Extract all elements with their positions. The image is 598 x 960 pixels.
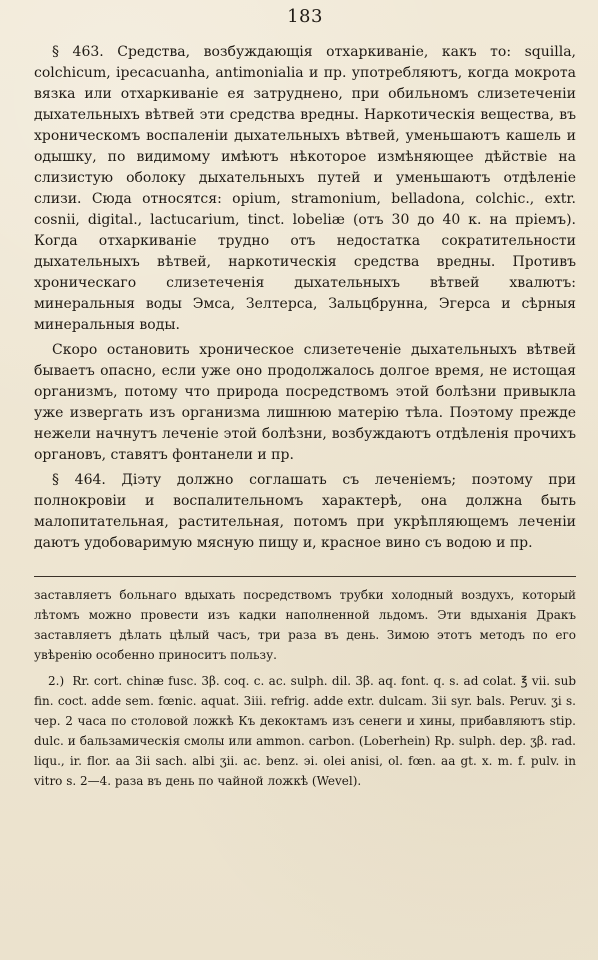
footnote-2 [34,671,576,791]
page-number: 183 [287,6,323,27]
footnote-continued [34,585,576,665]
body-paragraph-463: § 463. Средства, возбуждающія отхаркиваніе, какъ то: squilla, colchicum, ipecacuanha, antimonialia и пр. употребляютъ, когда мокрота вязка или отхаркиваніе ея затруднено, при обильномъ слизетеченіи дыхательныхъ вѣтвей эти средства вредны. Наркотическія вещества, въ хроническомъ воспаленіи дыхательныхъ вѣтвей, уменьшаютъ кашель и одышку, по видимому имѣютъ нѣкоторое измѣняющее дѣйствіе на слизистую оболоку дыхательныхъ путей и уменьшаютъ отдѣленіе слизи. Сюда относятся: opium, stramonium, belladona, colchic., extr. cosnii, digital., lactucarium, tinct. lobeliæ (отъ 30 до 40 к. на пріемъ). Когда отхаркиваніе трудно отъ недостатка сократительности дыхательныхъ вѣтвей, наркотическія средства вредны. Противъ хроническаго слизетеченія дыхательныхъ вѣтвей хвалютъ: минеральныя воды Эмса, Зелтерса, Зальцбрунна, Эгерса и сѣрныя минеральныя воды. [34,44,576,333]
footnote-text: Rr. cort. chinæ fusc. 3β. coq. c. ac. sulph. dil. 3β. aq. font. q. s. ad colat. ℥ vii. sub fin. coct. adde sem. fœnic. aquat. 3iii. refrig. adde extr. dulcam. 3ii syr. bals. Peruv. ʒi s. чер. 2 часа по столовой ложкѣ Къ декоктамъ изъ сенеги и хины, прибавляютъ stip. dulc. и бальзамическія смолы или ammon. carbon. (Loberhein) Rp. sulph. dep. ʒβ. rad. liqu., ir. flor. aa 3ii sach. albi ʒii. ac. benz. ϶i. olei anisi, ol. fœn. aa gt. x. m. f. pulv. in vitro s. 2—4. раза въ день по чайной ложкѣ (Wevel). [34,674,576,788]
footnote-divider [34,576,576,577]
body-paragraph-464: § 464. Діэту должно соглашать съ леченіемъ; поэтому при полнокровіи и воспалительномъ характерѣ, она должна быть малопитательная, растительная, потомъ при укрѣпляющемъ леченіи даютъ удобоваримую мясную пищу и, красное вино съ водою и пр. [34,472,576,551]
footnotes [34,585,576,791]
footnote-text: заставляетъ больнаго вдыхать посредствомъ трубки холодный воздухъ, который лѣтомъ можно провести изъ кадки наполненной льдомъ. Эти вдыханія Дракъ заставляетъ дѣлать цѣлый часъ, три раза въ день. Зимою этотъ методъ по его увѣренію особенно приноситъ пользу. [34,588,576,662]
body-paragraph-continuation: Скоро остановить хроническое слизетеченіе дыхательныхъ вѣтвей бываетъ опасно, если уже оно продолжалось долгое время, не истощая организмъ, потому что природа посредствомъ этой болѣзни привыкла уже извергать изъ организма лишнюю матерію тѣла. Поэтому прежде нежели начнутъ леченіе этой болѣзни, возбуждаютъ отдѣленія прочихъ органовъ, ставятъ фонтанели и пр. [34,342,576,463]
footnote-marker: 2.) [48,674,65,688]
main-text [34,42,576,554]
